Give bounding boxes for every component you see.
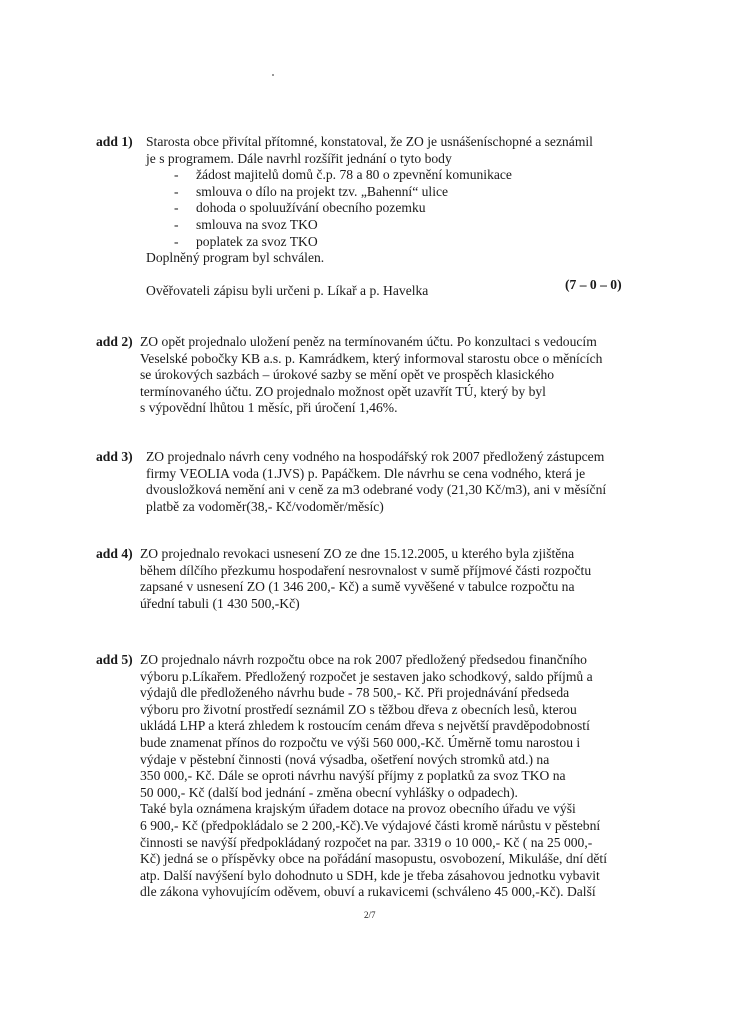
text-line: během dílčího přezkumu hospodaření nesrovnalost v sumě příjmové části rozpočtu [140, 562, 592, 578]
section-label: add 4) [96, 546, 133, 561]
text-line: činnosti se navýší předpokládaný rozpočet na par. 3319 o 10 000,- Kč ( na 25 000,- [140, 834, 593, 850]
text-line: 6 900,- Kč (předpokládalo se 2 200,-Kč).Ve výdajové části kromě nárůstu v pěstební [140, 817, 601, 833]
scan-speck [272, 74, 274, 76]
text-line: výboru pro životní prostředí seznámil ZO s těžbou dřeva z obecních lesů, kterou [140, 701, 577, 717]
program-approved: Doplněný program byl schválen. [146, 250, 325, 266]
text-line: dvousložková nemění ani v ceně za m3 odebrané vody (21,30 Kč/m3), ani v měsíční [146, 482, 607, 498]
text-line: úřední tabuli (1 430 500,-Kč) [140, 595, 300, 611]
text-line: Také byla oznámena krajským úřadem dotace na provoz obecního úřadu ve výši [140, 801, 576, 817]
text-line: výdaje v pěstební činnosti (nová výsadba, ošetření nových stromků atd.) na [140, 751, 550, 767]
text-line: Kč) jedná se o příspěvky obce na pořádání masopustu, osvobození, Mikuláše, dní dětí [140, 851, 607, 867]
section-label: add 3) [96, 449, 133, 464]
text-line: ukládá LHP a která zhledem k rostoucím cenám dřeva s největší pravděpodobností [140, 718, 590, 734]
section-label: add 2) [96, 334, 133, 349]
section-label: add 5) [96, 652, 133, 667]
text-line: 350 000,- Kč. Dále se oproti návrhu navýší příjmy z poplatků za svoz TKO na [140, 768, 566, 784]
text-line: výdajů dle předloženého návrhu bude - 78 500,- Kč. Při projednávání předseda [140, 685, 570, 701]
text-line: zapsané v usnesení ZO (1 346 200,- Kč) a sumě vyvěšené v tabulce rozpočtu na [140, 579, 575, 595]
text-line: ZO projednalo revokaci usnesení ZO ze dne 15.12.2005, u kterého byla zjištěna [140, 546, 575, 561]
section-label: add 1) [96, 134, 133, 149]
text-line: se úrokových sazbách – úrokové sazby se mění opět ve prospěch klasického [140, 367, 555, 383]
agenda-item: - smlouva o dílo na projekt tzv. „Bahenní“ ulice [174, 183, 449, 199]
text-line: Veselské pobočky KB a.s. p. Kamrádkem, který informoval starostu obce o měnících [140, 350, 603, 366]
text-line: s výpovědní lhůtou 1 měsíc, při úročení 1,46%. [140, 400, 398, 416]
text-line: ZO projednalo návrh ceny vodného na hospodářský rok 2007 předložený zástupcem [146, 449, 605, 464]
text-line: je s programem. Dále navrhl rozšířit jednání o tyto body [146, 150, 452, 166]
text-line: Starosta obce přivítal přítomné, konstatoval, že ZO je usnášeníschopné a seznámil [146, 134, 593, 149]
vote-result: (7 – 0 – 0) [565, 277, 622, 292]
agenda-item: - žádost majitelů domů č.p. 78 a 80 o zpevnění komunikace [174, 167, 512, 183]
page-number: 2/7 [364, 910, 376, 920]
text-line: ZO opět projednalo uložení peněz na termínovaném účtu. Po konzultaci s vedoucím [140, 334, 597, 349]
text-line: 50 000,- Kč (další bod jednání - změna obecní vyhlášky o odpadech). [140, 784, 518, 800]
text-line: ZO projednalo návrh rozpočtu obce na rok 2007 předložený předsedou finančního [140, 652, 587, 667]
agenda-item: - poplatek za svoz TKO [174, 233, 318, 249]
agenda-item: - dohoda o spoluužívání obecního pozemku [174, 200, 426, 216]
text-line: výboru p.Líkařem. Předložený rozpočet je sestaven jako schodkový, saldo příjmů a [140, 668, 593, 684]
verifiers: Ověřovateli zápisu byli určeni p. Líkař a p. Havelka [146, 282, 429, 298]
text-line: firmy VEOLIA voda (1.JVS) p. Papáčkem. Dle návrhu se cena vodného, která je [146, 465, 586, 481]
text-line: termínovaného účtu. ZO projednalo možnost opět uzavřít TÚ, který by byl [140, 383, 546, 399]
text-line: bude znamenat přínos do rozpočtu ve výši 560 000,-Kč. Úměrně tomu narostou i [140, 734, 581, 750]
agenda-item: - smlouva na svoz TKO [174, 216, 318, 232]
text-line: platbě za vodoměr(38,- Kč/vodoměr/měsíc) [146, 498, 384, 514]
text-line: atp. Další navýšení bylo dohodnuto u SDH, kde je třeba zásahovou jednotku vybavit [140, 867, 600, 883]
text-line: dle zákona vyhovujícím oděvem, obuví a rukavicemi (schváleno 45 000,-Kč). Další [140, 884, 596, 900]
